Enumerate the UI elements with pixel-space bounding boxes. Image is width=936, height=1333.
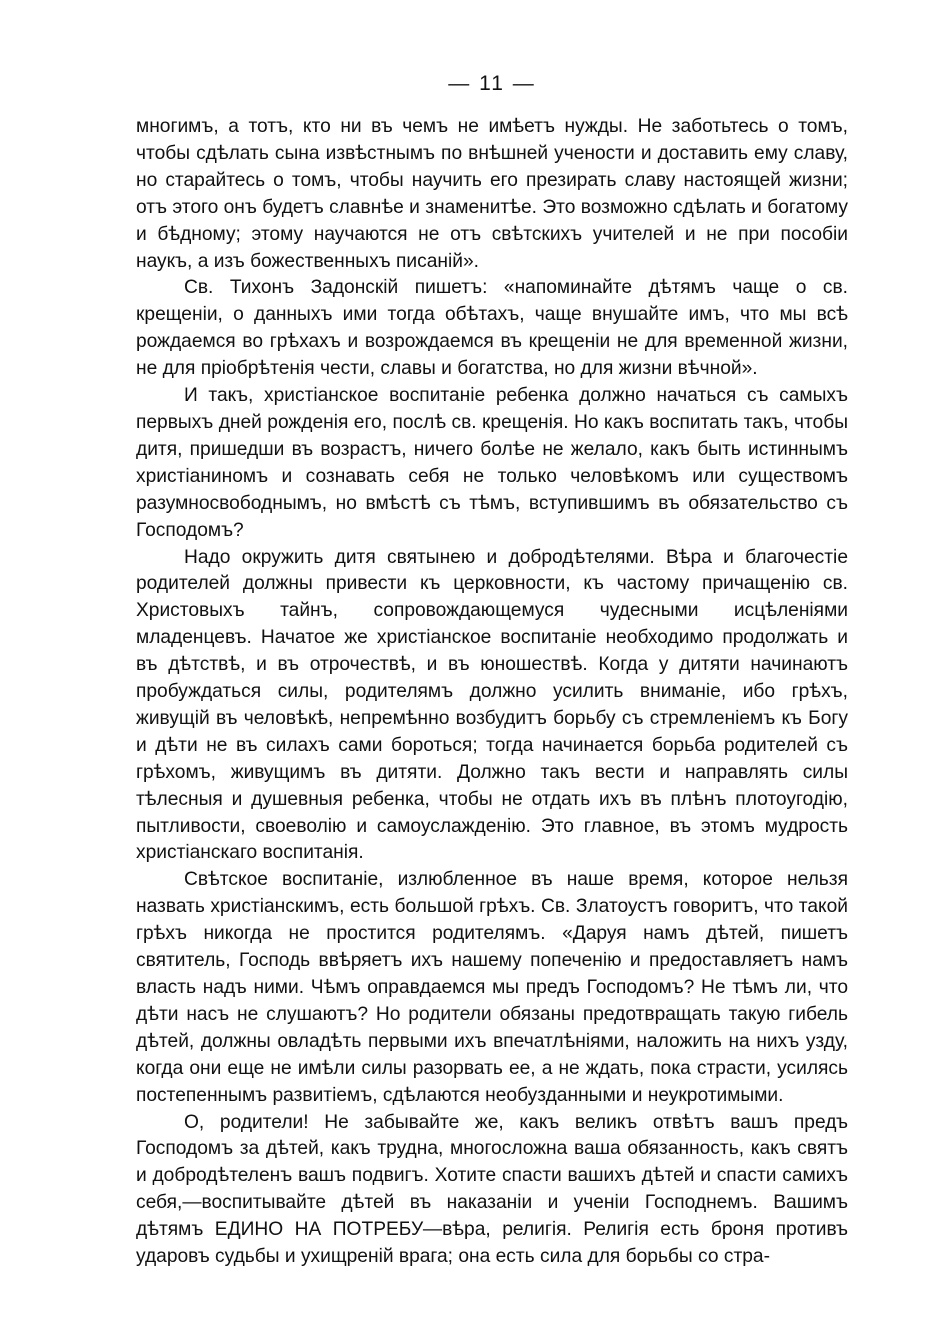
paragraph: И такъ, христіанское воспитаніе ребенка должно начаться съ самыхъ первыхъ дней рожденія его, послѣ св. крещенія. Но какъ воспитать такъ, чтобы дитя, пришедши въ возрастъ, ничего болѣе не желало, какъ быть истиннымъ христіаниномъ и сознавать себя не только человѣкомъ или существомъ разумносвободнымъ, но вмѣстѣ съ тѣмъ, вступившимъ въ обязательство съ Господомъ?: [136, 385, 848, 541]
paragraph: Св. Тихонъ Задонскій пишетъ: «напоминайте дѣтямъ чаще о св. крещеніи, о данныхъ ими тогда обѣтахъ, чаще внушайте имъ, что мы всѣ рождаемся во грѣхахъ и возрождаемся въ крещеніи не для временной жизни, не для пріобрѣтенія чести, славы и богатства, но для жизни вѣчной».: [136, 277, 848, 380]
paragraph: многимъ, а тотъ, кто ни въ чемъ не имѣетъ нужды. Не заботьтесь о томъ, чтобы сдѣлать сына извѣстнымъ по внѣшней учености и доставить ему славу, но старайтесь о томъ, чтобы научить его презирать славу настоящей жизни; отъ этого онъ будетъ славнѣе и знаменитѣе. Это возможно сдѣлать и богатому и бѣдному; этому научаются не отъ свѣтскихъ учителей и не при пособіи наукъ, а изъ божественныхъ писаній».: [136, 116, 848, 272]
paragraph: Свѣтское воспитаніе, излюбленное въ наше время, которое нельзя назвать христіанскимъ, есть большой грѣхъ. Св. Златоустъ говоритъ, что такой грѣхъ никогда не простится родителямъ. «Даруя намъ дѣтей, пишетъ святитель, Господь ввѣряетъ ихъ нашему попеченію и предоставляетъ намъ власть надъ ними. Чѣмъ оправдаемся мы предъ Господомъ? Не тѣмъ ли, что дѣти насъ не слушаютъ? Но родители обязаны предотвращать такую гибель дѣтей, должны овладѣть первыми ихъ впечатлѣніями, наложить на нихъ узду, когда они еще не имѣли силы разорвать ее, а не ждать, пока страсти, усилясь постепеннымъ развитіемъ, сдѣлаются необузданными и неукротимыми.: [136, 869, 848, 1106]
paragraph: О, родители! Не забывайте же, какъ великъ отвѣтъ вашъ предъ Господомъ за дѣтей, какъ трудна, многосложна ваша обязанность, какъ святъ и добродѣтеленъ вашъ подвигъ. Хотите спасти вашихъ дѣтей и спасти самихъ себя,—воспитывайте дѣтей въ наказаніи и ученіи Господнемъ. Вашимъ дѣтямъ ЕДИНО НА ПОТРЕБУ—вѣра, религія. Религія есть броня противъ ударовъ судьбы и ухищреній врага; она есть сила для борьбы со стра-: [136, 1111, 848, 1268]
paragraph: Надо окружить дитя святынею и добродѣтелями. Вѣра и благочестіе родителей должны привести къ церковности, къ частому причащенію св. Христовыхъ тайнъ, сопровождающемуся чудесными исцѣленіями младенцевъ. Начатое же христіанское воспитаніе необходимо продолжать и въ дѣтствѣ, и въ отрочествѣ, и въ юношествѣ. Когда у дитяти начинаютъ пробуждаться силы, родителямъ должно усилить вниманіе, ибо грѣхъ, живущій въ человѣкѣ, непремѣнно возбудитъ борьбу съ стремленіемъ къ Богу и дѣти не въ силахъ сами бороться; тогда начинается борьба родителей съ грѣхомъ, живущимъ въ дитяти. Должно такъ вести и направлять силы тѣлесныя и душевныя ребенка, чтобы не отдать ихъ въ плѣнъ плотоугодію, пытливости, своеволію и самоуслажденію. Это главное, въ этомъ мудрость христіанскаго воспитанія.: [136, 546, 848, 864]
page-number: — 11 —: [448, 72, 536, 95]
